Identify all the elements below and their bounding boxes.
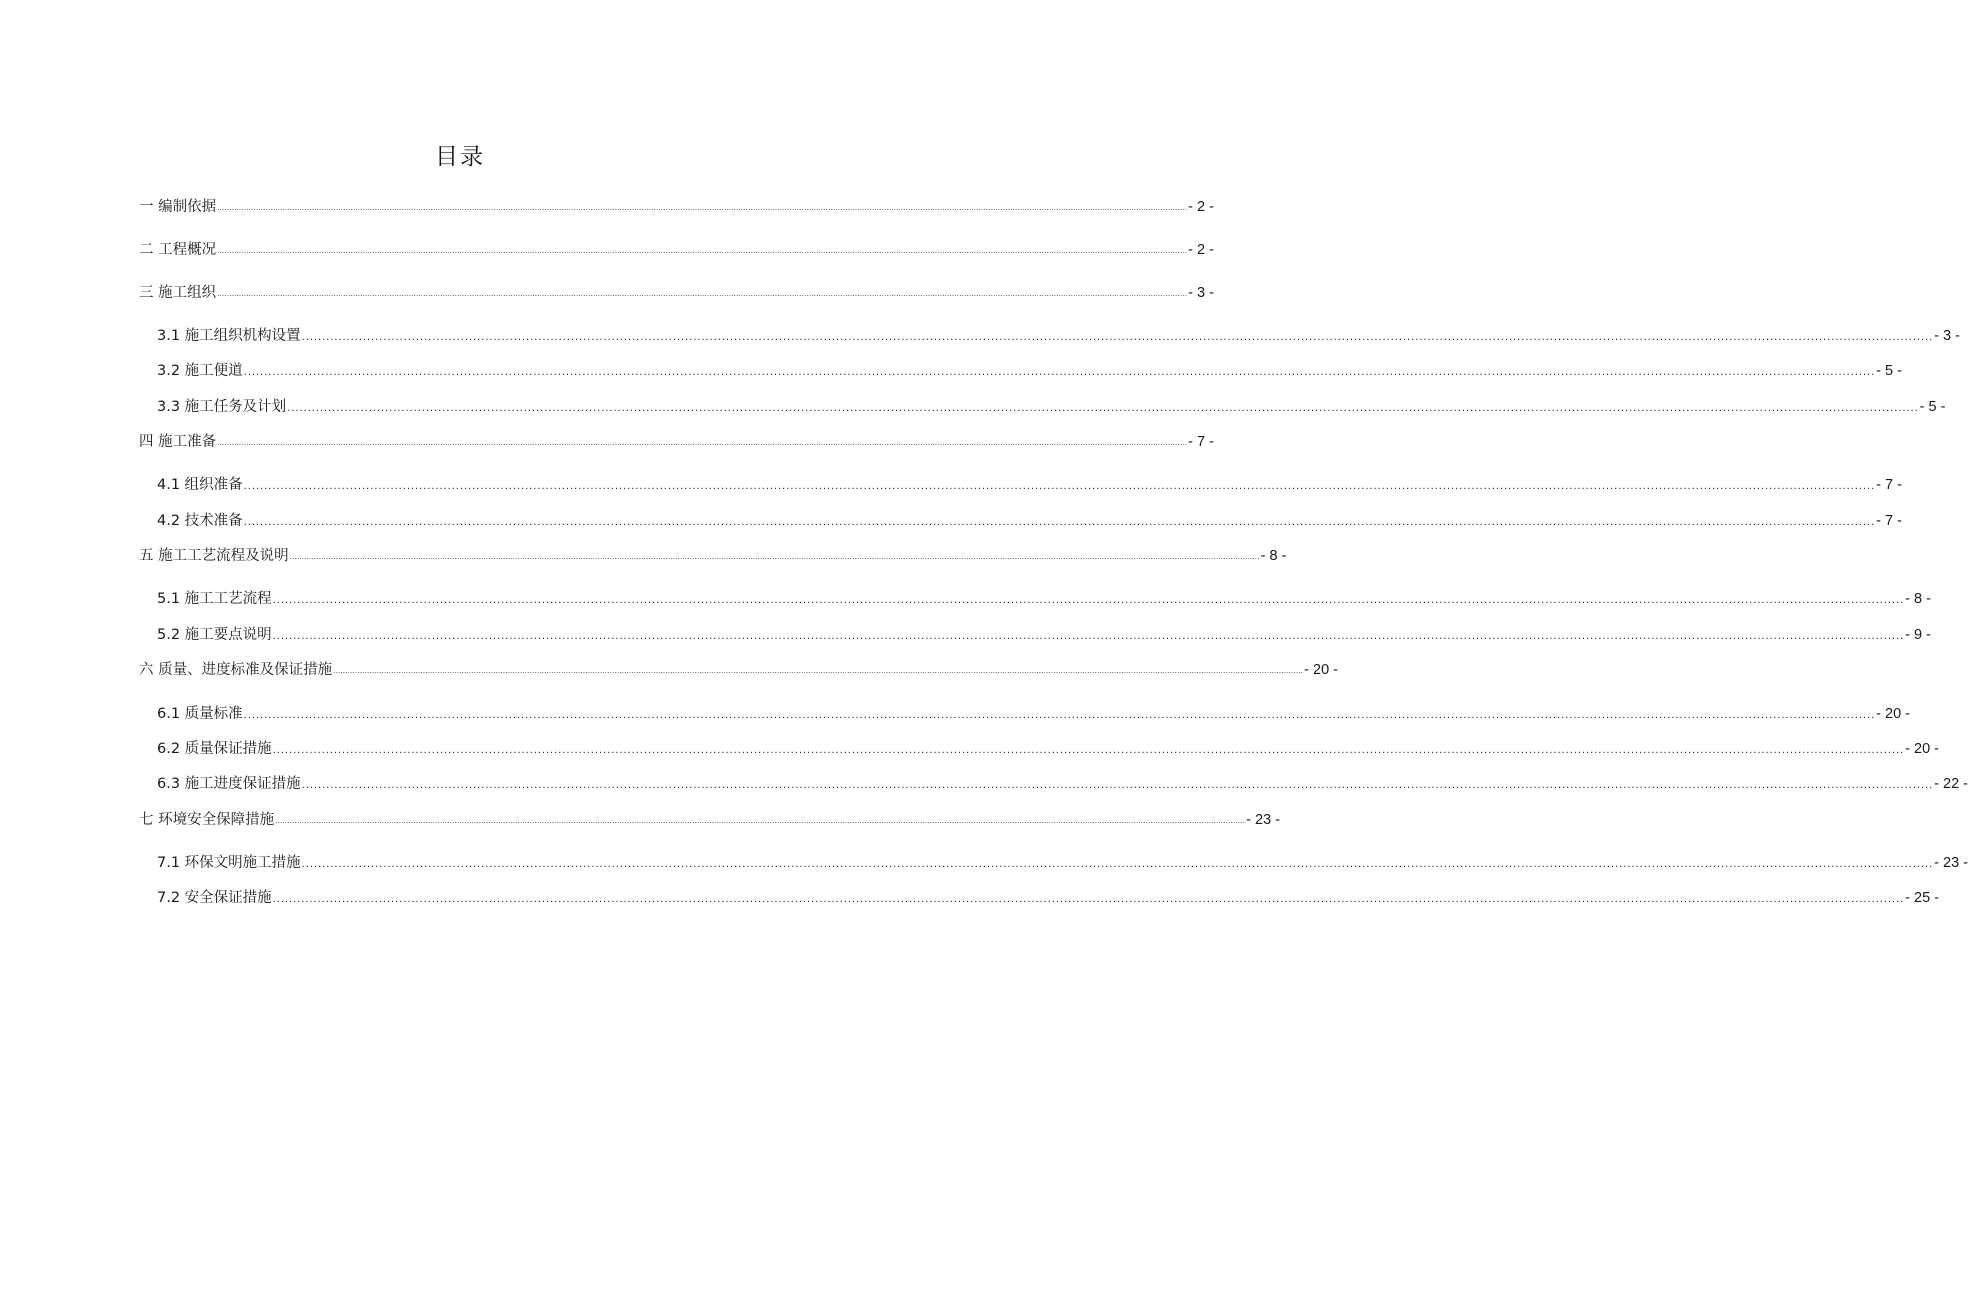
toc-entry-page: - 3 - <box>1934 328 1960 344</box>
toc-entry-7-1[interactable] <box>157 851 1968 875</box>
toc-entry-3[interactable] <box>139 281 1214 305</box>
toc-leader-dots: ................................................................................................................................................................................................................................................................................................................................................................................................................ <box>272 894 1905 905</box>
toc-leader-dots: ................................................................................................................................................................................................................................................................................................................................................................................................................ <box>301 780 1934 791</box>
toc-leader-dots: ................................................................................................................................................................................................................................................................................................................................................................................................................ <box>217 439 1188 447</box>
toc-entry-page: - 20 - <box>1905 741 1939 757</box>
toc-entry-page: - 2 - <box>1188 199 1214 215</box>
toc-entry-label: 6.3 施工进度保证措施 <box>157 776 301 792</box>
toc-leader-dots: ................................................................................................................................................................................................................................................................................................................................................................................................................ <box>301 859 1934 870</box>
toc-entry-4-1[interactable] <box>157 473 1902 497</box>
toc-entry-label: 6.2 质量保证措施 <box>157 741 272 757</box>
toc-entry-page: - 22 - <box>1934 776 1968 792</box>
toc-entry-label: 3.2 施工便道 <box>157 363 243 379</box>
toc-entry-label: 三 施工组织 <box>139 285 217 301</box>
toc-entry-5-1[interactable] <box>157 587 1931 611</box>
toc-entry-label: 二 工程概况 <box>139 242 217 258</box>
toc-leader-dots: ................................................................................................................................................................................................................................................................................................................................................................................................................ <box>287 403 1919 414</box>
toc-entry-page: - 2 - <box>1188 242 1214 258</box>
toc-leader-dots: ................................................................................................................................................................................................................................................................................................................................................................................................................ <box>272 631 1905 642</box>
toc-leader-dots: ................................................................................................................................................................................................................................................................................................................................................................................................................ <box>272 745 1905 756</box>
toc-entry-label: 3.3 施工任务及计划 <box>157 399 287 415</box>
toc-entry-4-2[interactable] <box>157 509 1902 533</box>
toc-entry-label: 一 编制依据 <box>139 199 217 215</box>
toc-title: 目录 <box>435 144 485 170</box>
toc-entry-label: 四 施工准备 <box>139 434 217 450</box>
toc-entry-label: 3.1 施工组织机构设置 <box>157 328 301 344</box>
toc-entry-label: 7.1 环保文明施工措施 <box>157 855 301 871</box>
toc-entry-page: - 7 - <box>1188 434 1214 450</box>
toc-entry-label: 7.2 安全保证措施 <box>157 890 272 906</box>
toc-leader-dots: ................................................................................................................................................................................................................................................................................................................................................................................................................ <box>243 517 1876 528</box>
toc-entry-3-1[interactable] <box>157 324 1960 348</box>
toc-entry-page: - 3 - <box>1188 285 1214 301</box>
toc-entry-label: 六 质量、进度标准及保证措施 <box>139 662 333 678</box>
toc-entry-page: - 5 - <box>1919 399 1946 415</box>
toc-leader-dots: ................................................................................................................................................................................................................................................................................................................................................................................................................ <box>243 481 1876 492</box>
toc-entry-6-2[interactable] <box>157 737 1939 761</box>
toc-leader-dots: ................................................................................................................................................................................................................................................................................................................................................................................................................ <box>243 367 1876 378</box>
toc-entry-7[interactable] <box>139 808 1280 832</box>
toc-entry-6-3[interactable] <box>157 772 1968 796</box>
toc-entry-7-2[interactable] <box>157 886 1939 910</box>
toc-entry-page: - 8 - <box>1905 591 1931 607</box>
toc-entry-label: 6.1 质量标准 <box>157 706 243 722</box>
toc-leader-dots: ................................................................................................................................................................................................................................................................................................................................................................................................................ <box>217 247 1188 255</box>
toc-entry-page: - 23 - <box>1934 855 1968 871</box>
toc-entry-2[interactable] <box>139 238 1214 262</box>
toc-entry-label: 4.1 组织准备 <box>157 477 243 493</box>
toc-entry-label: 七 环境安全保障措施 <box>139 812 275 828</box>
toc-entry-label: 五 施工工艺流程及说明 <box>139 548 289 564</box>
toc-entry-page: - 9 - <box>1905 627 1931 643</box>
toc-leader-dots: ................................................................................................................................................................................................................................................................................................................................................................................................................ <box>275 817 1246 825</box>
toc-entry-6-1[interactable] <box>157 702 1910 726</box>
toc-entry-page: - 20 - <box>1304 662 1338 678</box>
toc-entry-page: - 7 - <box>1876 477 1902 493</box>
toc-entry-6[interactable] <box>139 658 1338 682</box>
toc-entry-3-2[interactable] <box>157 359 1902 383</box>
toc-entry-label: 4.2 技术准备 <box>157 513 243 529</box>
toc-entry-4[interactable] <box>139 430 1214 454</box>
toc-entry-1[interactable] <box>139 195 1214 219</box>
toc-leader-dots: ................................................................................................................................................................................................................................................................................................................................................................................................................ <box>289 553 1260 561</box>
toc-entry-3-3[interactable] <box>157 395 1946 419</box>
toc-entry-page: - 8 - <box>1260 548 1287 564</box>
toc-entry-page: - 23 - <box>1246 812 1280 828</box>
toc-entry-5-2[interactable] <box>157 623 1931 647</box>
toc-entry-page: - 20 - <box>1876 706 1910 722</box>
toc-entry-5[interactable] <box>139 544 1287 568</box>
toc-leader-dots: ................................................................................................................................................................................................................................................................................................................................................................................................................ <box>272 595 1905 606</box>
toc-entry-label: 5.1 施工工艺流程 <box>157 591 272 607</box>
toc-leader-dots: ................................................................................................................................................................................................................................................................................................................................................................................................................ <box>301 332 1934 343</box>
toc-entry-page: - 25 - <box>1905 890 1939 906</box>
toc-entry-page: - 5 - <box>1876 363 1902 379</box>
toc-entry-label: 5.2 施工要点说明 <box>157 627 272 643</box>
toc-leader-dots: ................................................................................................................................................................................................................................................................................................................................................................................................................ <box>333 667 1304 675</box>
toc-leader-dots: ................................................................................................................................................................................................................................................................................................................................................................................................................ <box>243 710 1876 721</box>
toc-leader-dots: ................................................................................................................................................................................................................................................................................................................................................................................................................ <box>217 204 1188 212</box>
toc-entry-page: - 7 - <box>1876 513 1902 529</box>
toc-leader-dots: ................................................................................................................................................................................................................................................................................................................................................................................................................ <box>217 290 1188 298</box>
